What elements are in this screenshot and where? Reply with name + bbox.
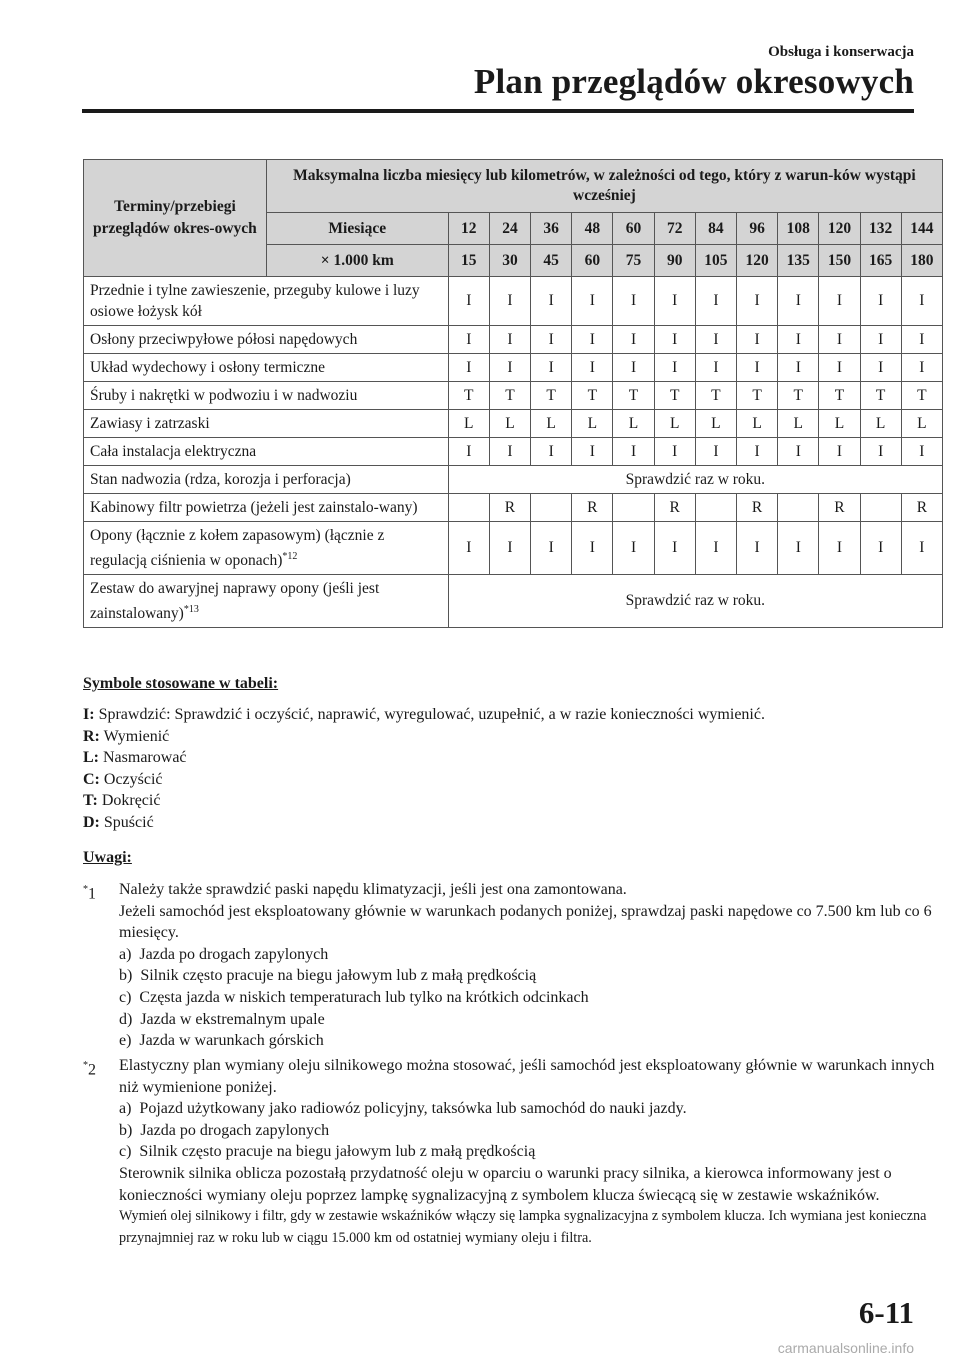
row-label-text: Zestaw do awaryjnej naprawy opony (jeśli jest zainstalowany): [90, 580, 380, 623]
note-list-item: b) Jazda po drogach zapylonych: [119, 1121, 330, 1139]
row-mark: L: [448, 410, 489, 438]
row-label-text: Osłony przeciwpyłowe półosi napędowych: [90, 331, 358, 348]
row-mark: I: [860, 277, 901, 326]
months-header-cell: 24: [489, 213, 530, 245]
row-mark: I: [695, 326, 736, 354]
row-mark: R: [489, 494, 530, 522]
note-list-item: a) Pojazd użytkowany jako radiowóz policyjny, taksówka lub samochód do nauki jazdy.: [119, 1100, 687, 1118]
months-header-cell: 72: [654, 213, 695, 245]
row-label: [84, 382, 449, 410]
months-header-cell: 132: [860, 213, 901, 245]
legend-key: R:: [83, 727, 100, 745]
row-mark: L: [695, 410, 736, 438]
legend-key: C:: [83, 770, 100, 788]
row-mark: I: [613, 438, 654, 466]
legend: [83, 704, 765, 834]
row-mark: I: [654, 326, 695, 354]
row-mark: I: [778, 354, 819, 382]
months-header-cell: 108: [778, 213, 819, 245]
row-mark: I: [613, 326, 654, 354]
legend-key: T:: [83, 792, 98, 810]
row-mark: T: [819, 382, 860, 410]
months-header-cell: 48: [572, 213, 613, 245]
row-label: [84, 522, 449, 575]
row-mark: I: [448, 277, 489, 326]
row-label: [84, 354, 449, 382]
note-1-line-1: Należy także sprawdzić paski napędu klimatyzacji, jeśli jest ona zamontowana.: [119, 881, 627, 898]
note-2-line-2: Sterownik silnika oblicza pozostałą przydatność oleju w oparciu o warunki pracy silnika, a kierowca informowany jest o konieczności wymiany oleju poprzez lampkę sygnalizacyjną z symbolem klucza świecącą się w zestawie wskaźników.: [119, 1164, 892, 1204]
legend-item: [83, 812, 765, 834]
watermark: carmanualsonline.info: [777, 1340, 914, 1356]
row-mark: I: [572, 438, 613, 466]
row-mark: I: [531, 522, 572, 575]
row-mark: T: [531, 382, 572, 410]
legend-key: I:: [83, 706, 95, 723]
row-mark: I: [819, 522, 860, 575]
km-header-cell: 60: [572, 245, 613, 277]
row-mark: I: [489, 522, 530, 575]
row-mark: I: [695, 354, 736, 382]
note-list-item: c) Silnik często pracuje na biegu jałowym lub z małą prędkością: [119, 1143, 536, 1161]
note-list-item: b) Silnik często pracuje na biegu jałowym lub z małą prędkością: [119, 967, 537, 985]
row-mark: I: [613, 522, 654, 575]
row-label: [84, 575, 449, 628]
row-mark: I: [572, 354, 613, 382]
row-mark: I: [737, 354, 778, 382]
page-title: Plan przeglądów okresowych: [473, 62, 914, 101]
row-mark: L: [531, 410, 572, 438]
row-mark: T: [613, 382, 654, 410]
row-mark: I: [901, 522, 942, 575]
row-mark: I: [737, 326, 778, 354]
row-mark: I: [489, 438, 530, 466]
page-number: 6-11: [858, 1295, 914, 1330]
row-label-text: Śruby i nakrętki w podwoziu i w nadwoziu: [90, 387, 358, 404]
row-mark: I: [572, 277, 613, 326]
table-row: [84, 326, 943, 354]
table-row: [84, 438, 943, 466]
note-2-marker: *2: [83, 1060, 96, 1079]
row-mark: I: [654, 277, 695, 326]
row-mark: I: [778, 522, 819, 575]
row-mark: I: [654, 522, 695, 575]
table-header-terms: Terminy/przebiegi przeglądów okres-owych: [84, 160, 267, 277]
months-label: Miesiące: [266, 213, 448, 245]
note-list-item: c) Częsta jazda w niskich temperaturach lub tylko na krótkich odcinkach: [119, 988, 589, 1006]
row-mark: T: [489, 382, 530, 410]
row-mark: I: [737, 522, 778, 575]
note-2-line-1: Elastyczny plan wymiany oleju silnikowego można stosować, jeśli samochód jest eksploatowany głównie w warunkach innych niż wymienione poniżej.: [119, 1057, 935, 1096]
table-row: [84, 277, 943, 326]
row-mark: I: [489, 277, 530, 326]
km-label: × 1.000 km: [266, 245, 448, 277]
legend-text: Wymienić: [99, 727, 170, 745]
row-mark: T: [737, 382, 778, 410]
legend-text: Nasmarować: [99, 749, 187, 767]
table-row: [84, 494, 943, 522]
row-mark: [860, 494, 901, 522]
note-2-line-3: Wymień olej silnikowy i filtr, gdy w zestawie wskaźników włączy się lampka sygnalizacyjna z symbolem klucza. Ich wymiana jest konieczna przynajmniej raz w roku lub w ciągu 15.000 km od ostatniej wymiany oleju i filtra.: [119, 1208, 927, 1246]
km-header-cell: 180: [901, 245, 942, 277]
row-mark: L: [613, 410, 654, 438]
table-row: [84, 575, 943, 628]
row-label: [84, 466, 449, 494]
months-header-cell: 84: [695, 213, 736, 245]
legend-item: [83, 790, 765, 812]
row-mark: R: [819, 494, 860, 522]
row-mark: T: [778, 382, 819, 410]
table-row: [84, 354, 943, 382]
row-mark: L: [860, 410, 901, 438]
legend-text: Spuścić: [99, 813, 154, 831]
note-list-item: d) Jazda w ekstremalnym upale: [119, 1010, 325, 1028]
row-mark: I: [737, 438, 778, 466]
legend-key: D:: [83, 813, 100, 831]
row-mark: L: [778, 410, 819, 438]
row-mark: I: [531, 354, 572, 382]
row-mark: I: [778, 326, 819, 354]
km-header-cell: 165: [860, 245, 901, 277]
row-mark: [531, 494, 572, 522]
months-header-cell: 144: [901, 213, 942, 245]
row-mark: L: [654, 410, 695, 438]
km-header-cell: 150: [819, 245, 860, 277]
row-mark: I: [448, 326, 489, 354]
km-header-cell: 135: [778, 245, 819, 277]
row-mark: R: [737, 494, 778, 522]
row-mark: R: [901, 494, 942, 522]
note-1-line-2: Jeżeli samochód jest eksploatowany głównie w warunkach podanych poniżej, sprawdzaj paski napędowe co 7.500 km lub co 6 miesięcy.: [119, 902, 932, 942]
note-1-marker: *1: [83, 884, 96, 903]
row-mark: T: [901, 382, 942, 410]
row-label-text: Stan nadwozia (rdza, korozja i perforacja): [90, 471, 351, 488]
row-mark: I: [448, 522, 489, 575]
legend-text: Dokręcić: [97, 792, 161, 810]
row-mark: T: [695, 382, 736, 410]
row-mark: I: [489, 354, 530, 382]
row-mark: R: [654, 494, 695, 522]
row-mark: I: [860, 522, 901, 575]
months-header-cell: 120: [819, 213, 860, 245]
legend-item: [83, 769, 765, 791]
row-text: Sprawdzić raz w roku.: [448, 466, 942, 494]
row-text: Sprawdzić raz w roku.: [448, 575, 942, 628]
row-mark: I: [654, 354, 695, 382]
months-header-cell: 36: [531, 213, 572, 245]
row-mark: T: [448, 382, 489, 410]
row-mark: I: [860, 438, 901, 466]
row-label: [84, 438, 449, 466]
row-mark: [778, 494, 819, 522]
row-mark: I: [778, 438, 819, 466]
row-mark: I: [819, 438, 860, 466]
legend-title: Symbole stosowane w tabeli:: [83, 675, 279, 692]
row-mark: I: [531, 326, 572, 354]
legend-key: L:: [83, 749, 99, 767]
row-mark: L: [901, 410, 942, 438]
km-header-cell: 105: [695, 245, 736, 277]
row-mark: L: [819, 410, 860, 438]
km-header-cell: 90: [654, 245, 695, 277]
months-header-cell: 60: [613, 213, 654, 245]
row-mark: T: [654, 382, 695, 410]
table-row: [84, 382, 943, 410]
row-mark: I: [572, 326, 613, 354]
row-mark: I: [901, 277, 942, 326]
row-mark: R: [572, 494, 613, 522]
row-mark: L: [572, 410, 613, 438]
row-mark: I: [448, 354, 489, 382]
table-header-span: Maksymalna liczba miesięcy lub kilometrów, w zależności od tego, który z warun-ków wystąpi wcześniej: [266, 160, 942, 213]
row-mark: [695, 494, 736, 522]
legend-item: [83, 726, 765, 748]
row-mark: I: [778, 277, 819, 326]
row-mark: I: [695, 522, 736, 575]
row-mark: I: [448, 438, 489, 466]
legend-item: [83, 747, 765, 769]
row-label: [84, 277, 449, 326]
footnote-ref: *13: [183, 604, 199, 616]
km-header-cell: 30: [489, 245, 530, 277]
row-mark: I: [860, 354, 901, 382]
row-mark: I: [819, 277, 860, 326]
row-label-text: Układ wydechowy i osłony termiczne: [90, 359, 326, 376]
legend-text: Sprawdzić: Sprawdzić i oczyścić, naprawić, wyregulować, uzupełnić, a w razie konieczności wymienić.: [94, 706, 765, 723]
row-mark: I: [901, 438, 942, 466]
row-label-text: Kabinowy filtr powietrza (jeżeli jest zainstalo-wany): [90, 499, 418, 516]
row-label: [84, 494, 449, 522]
row-mark: [448, 494, 489, 522]
row-mark: I: [531, 277, 572, 326]
row-label-text: Cała instalacja elektryczna: [90, 443, 257, 460]
maintenance-schedule-table: [83, 159, 943, 628]
row-mark: I: [819, 354, 860, 382]
months-header-cell: 96: [737, 213, 778, 245]
row-mark: I: [695, 277, 736, 326]
row-mark: L: [489, 410, 530, 438]
months-header-cell: 12: [448, 213, 489, 245]
row-mark: L: [737, 410, 778, 438]
legend-text: Oczyścić: [99, 770, 163, 788]
row-label-text: Opony (łącznie z kołem zapasowym) (łącznie z regulacją ciśnienia w oponach): [90, 527, 385, 570]
note-list-item: a) Jazda po drogach zapylonych: [119, 945, 329, 963]
row-mark: I: [901, 354, 942, 382]
row-mark: I: [860, 326, 901, 354]
table-row: [84, 466, 943, 494]
footnote-ref: *12: [282, 551, 298, 562]
row-mark: T: [572, 382, 613, 410]
row-mark: [613, 494, 654, 522]
table-row: [84, 522, 943, 575]
row-label-text: Przednie i tylne zawieszenie, przeguby kulowe i luzy osiowe łożysk kół: [90, 282, 420, 320]
row-mark: I: [613, 277, 654, 326]
header-rule: [82, 109, 914, 113]
row-mark: I: [489, 326, 530, 354]
row-mark: I: [737, 277, 778, 326]
row-mark: I: [654, 438, 695, 466]
row-mark: I: [695, 438, 736, 466]
section-label: Obsługa i konserwacja: [768, 44, 914, 60]
notes-title: Uwagi:: [83, 849, 132, 866]
row-mark: I: [613, 354, 654, 382]
row-label-text: Zawiasy i zatrzaski: [90, 415, 210, 432]
km-header-cell: 75: [613, 245, 654, 277]
km-header-cell: 45: [531, 245, 572, 277]
row-label: [84, 326, 449, 354]
row-mark: I: [901, 326, 942, 354]
note-list-item: e) Jazda w warunkach górskich: [119, 1032, 324, 1050]
row-mark: I: [531, 438, 572, 466]
row-mark: I: [819, 326, 860, 354]
km-header-cell: 120: [737, 245, 778, 277]
row-label: [84, 410, 449, 438]
legend-item: [83, 704, 765, 726]
km-header-cell: 15: [448, 245, 489, 277]
row-mark: T: [860, 382, 901, 410]
table-row: [84, 410, 943, 438]
row-mark: I: [572, 522, 613, 575]
